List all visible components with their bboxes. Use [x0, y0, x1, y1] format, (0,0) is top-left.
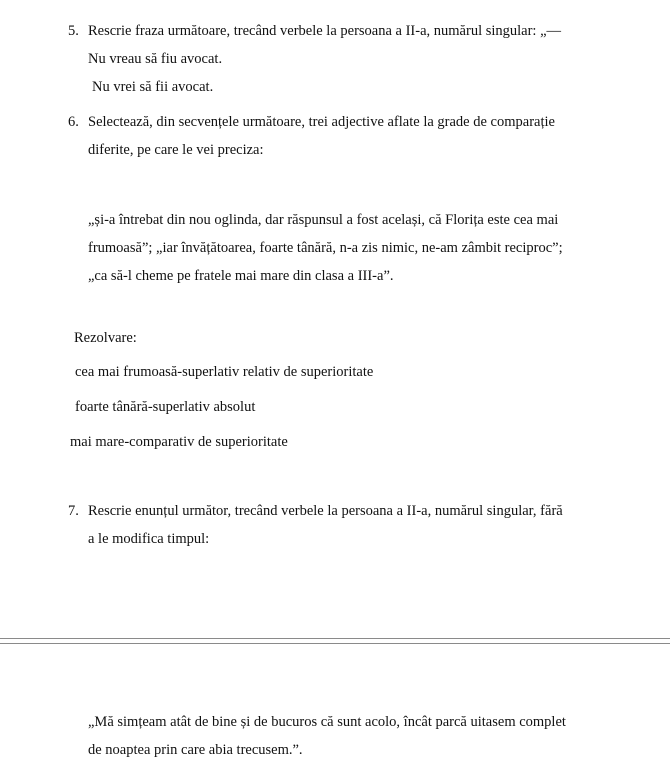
q6-text-line2: diferite, pe care le vei preciza: — [88, 142, 264, 158]
q6-text-line1: Selectează, din secvențele următoare, trei adjective aflate la grade de comparație — [88, 114, 555, 130]
q6-quote-line3: „ca să-l cheme pe fratele mai mare din clasa a III-a”. — [88, 268, 394, 284]
q7-quote-line1: „Mă simțeam atât de bine și de bucuros că sunt acolo, încât parcă uitasem complet — [88, 714, 566, 730]
solution-line3: mai mare-comparativ de superioritate — [70, 434, 288, 450]
q6-number: 6. — [68, 114, 79, 130]
q6-quote-line2: frumoasă”; „iar învățătoarea, foarte tânără, n-a zis nimic, ne-am zâmbit reciproc”; — [88, 240, 563, 256]
q5-number: 5. — [68, 23, 79, 39]
solution-line2: foarte tânără-superlativ absolut — [75, 399, 256, 415]
q7-quote-line2: de noaptea prin care abia trecusem.”. — [88, 742, 303, 758]
solution-line1: cea mai frumoasă-superlativ relativ de superioritate — [75, 364, 374, 380]
page-separator — [0, 638, 670, 644]
q7-text-line1: Rescrie enunțul următor, trecând verbele la persoana a II-a, numărul singular, fără — [88, 503, 563, 519]
solution-heading: Rezolvare: — [74, 330, 137, 346]
q7-number: 7. — [68, 503, 79, 519]
q5-text-line2: Nu vreau să fiu avocat. — [88, 51, 223, 67]
q7-text-line2: a le modifica timpul: — [88, 531, 210, 547]
q6-quote-line1: „și-a întrebat din nou oglinda, dar răspunsul a fost același, că Florița este cea mai — [88, 212, 559, 228]
q5-text-line1: Rescrie fraza următoare, trecând verbele la persoana a II-a, numărul singular: „— — [88, 23, 562, 39]
q5-answer: Nu vrei să fii avocat. — [92, 79, 214, 95]
